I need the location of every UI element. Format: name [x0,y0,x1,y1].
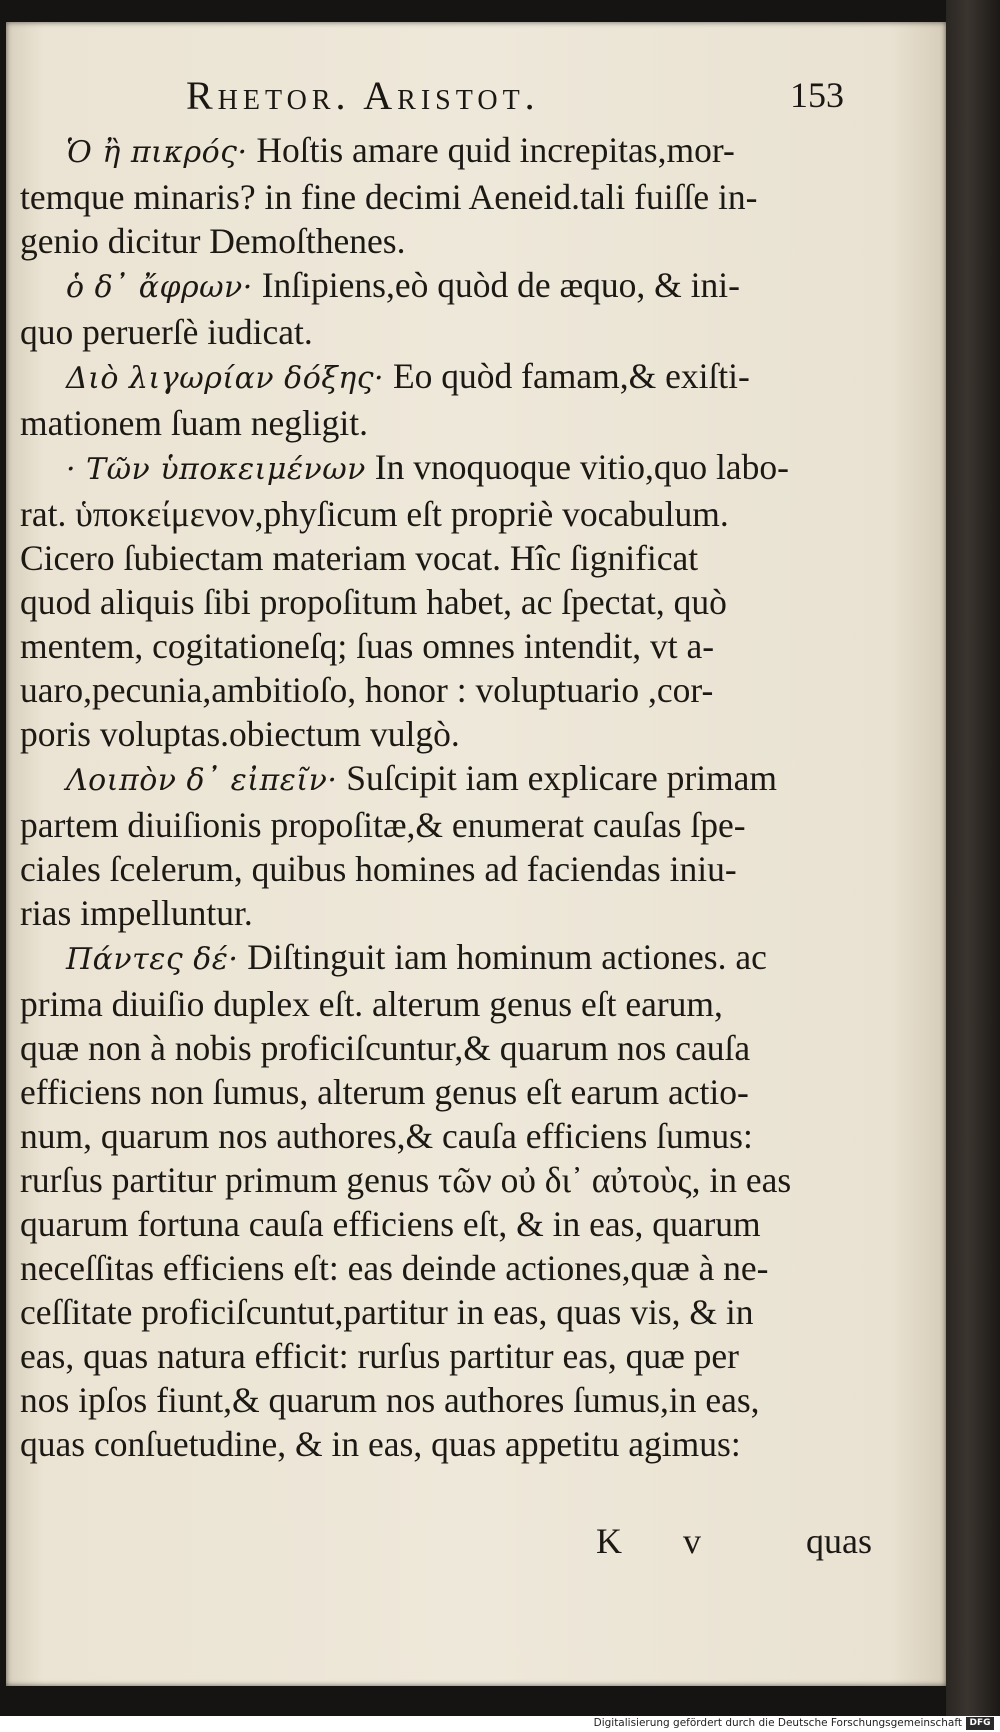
latin-text: mentem, cogitationeſq; ſuas omnes intendit, vt a- [20,626,715,666]
latin-text: In vnoquoque vitio,quo labo- [365,447,789,487]
latin-text: mationem ſuam negligit. [20,403,369,443]
text-line [20,1026,880,1070]
text-line [20,219,880,263]
latin-text: partem diuiſionis propoſitæ,& enumerat cauſas ſpe- [20,805,746,845]
latin-text: Diſtinguit iam hominum actiones. ac [238,937,767,977]
text-line [20,1334,880,1378]
text-line [20,128,880,175]
text-line [20,935,880,982]
latin-text: rat. ὑποκείμενον,phyſicum eſt propriè vocabulum. [20,494,729,534]
latin-text: neceſſitas efficiens eſt: eas deinde actiones,quæ à ne- [20,1248,769,1288]
greek-lemma: Διὸ λιγωρίαν δόξης· [66,361,385,396]
credit-bar [0,1716,1000,1732]
dfg-logo: DFG [966,1717,994,1730]
latin-text: quarum fortuna cauſa efficiens eſt, & in eas, quarum [20,1204,761,1244]
latin-text: quo peruerſè iudicat. [20,312,313,352]
latin-text: nos ipſos fiunt,& quarum nos authores ſumus,in eas, [20,1380,760,1420]
text-line [20,803,880,847]
text-line [20,1378,880,1422]
latin-text: Suſcipit iam explicare primam [337,758,778,798]
latin-text: rurſus partitur primum genus τῶν οὐ δι᾽ αὐτοὺς, in eas [20,1160,792,1200]
latin-text: rias impelluntur. [20,893,253,933]
latin-text: quæ non à nobis proficiſcuntur,& quarum nos cauſa [20,1028,751,1068]
text-line [20,891,880,935]
latin-text: genio dicitur Demoſthenes. [20,221,406,261]
latin-text: ciales ſcelerum, quibus homines ad faciendas iniu- [20,849,737,889]
text-line [20,175,880,219]
page-header [6,66,946,126]
latin-text: efficiens non ſumus, alterum genus eſt earum actio- [20,1072,749,1112]
text-line [20,1290,880,1334]
text-line [20,310,880,354]
latin-text: Cicero ſubiectam materiam vocat. Hîc ſignificat [20,538,699,578]
text-line [20,1114,880,1158]
running-head: Rhetor. Aristot. [186,73,540,118]
text-line [20,580,880,624]
text-line [20,847,880,891]
text-line [20,668,880,712]
text-line [20,982,880,1026]
greek-lemma: Ὁ ἢ πικρός· [66,135,248,170]
text-line [20,536,880,580]
credit-text: Digitalisierung gefördert durch die Deutsche Forschungsgemeinschaft [593,1717,962,1729]
text-line [20,492,880,536]
text-line [20,354,880,401]
page-number: 153 [790,75,844,115]
text-line [20,712,880,756]
text-line [20,756,880,803]
body-text [20,128,880,1466]
latin-text: Inſipiens,eò quòd de æquo, & ini- [252,265,740,305]
signature-mark: K v [596,1521,727,1561]
latin-text: eas, quas natura efficit: rurſus partitur eas, quæ per [20,1336,739,1376]
text-line [20,401,880,445]
latin-text: quod aliquis ſibi propoſitum habet, ac ſpectat, quò [20,582,727,622]
latin-text: temque minaris? in fine decimi Aeneid.tali fuiſſe in- [20,177,758,217]
latin-text: poris voluptas.obiectum vulgò. [20,714,460,754]
latin-text: uaro,pecunia,ambitioſo, honor : voluptuario ,cor- [20,670,714,710]
text-line [20,624,880,668]
page-footer [6,1518,946,1568]
text-line [20,1202,880,1246]
catchword: quas [806,1521,872,1561]
text-line [20,263,880,310]
greek-lemma: · Τῶν ὑποκειμένων [66,452,366,487]
latin-text: Eo quòd famam,& exiſti- [384,356,750,396]
text-line [20,445,880,492]
text-line [20,1158,880,1202]
greek-lemma: ὁ δ᾽ ἄφρων· [66,270,253,305]
latin-text: num, quarum nos authores,& cauſa efficiens ſumus: [20,1116,753,1156]
greek-lemma: Πάντες δέ· [66,942,239,977]
latin-text: ceſſitate proficiſcuntut,partitur in eas, quas vis, & in [20,1292,754,1332]
text-line [20,1422,880,1466]
text-line [20,1070,880,1114]
text-line [20,1246,880,1290]
book-edge [946,0,1000,1732]
book-page [6,22,946,1686]
latin-text: Hoſtis amare quid increpitas,mor- [247,130,735,170]
latin-text: quas conſuetudine, & in eas, quas appetitu agimus: [20,1424,741,1464]
latin-text: prima diuiſio duplex eſt. alterum genus eſt earum, [20,984,723,1024]
greek-lemma: Λοιπὸν δ᾽ εἰπεῖν· [66,763,338,798]
